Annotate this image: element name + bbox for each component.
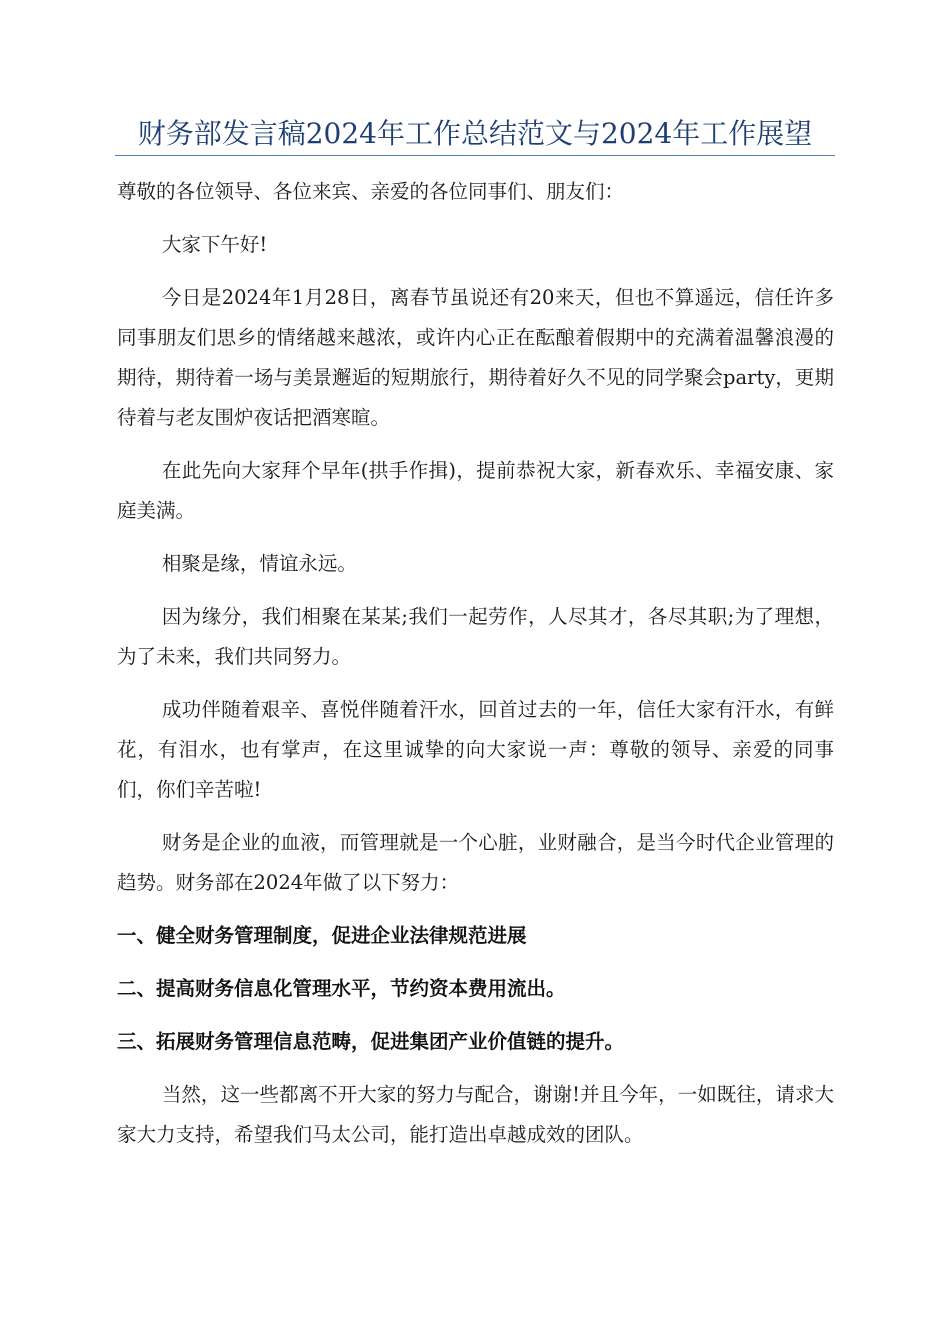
document-body — [117, 172, 834, 1155]
body-paragraph: 因为缘分，我们相聚在某某;我们一起劳作，人尽其才，各尽其职;为了理想，为了未来，我们共同努力。 — [117, 605, 834, 668]
body-paragraph: 财务是企业的血液，而管理就是一个心脏，业财融合，是当今时代企业管理的趋势。财务部在2024年做了以下努力： — [117, 831, 834, 894]
section-heading: 二、提高财务信息化管理水平，节约资本费用流出。 — [117, 977, 566, 1000]
closing-paragraph: 当然，这一些都离不开大家的努力与配合，谢谢!并且今年，一如既往，请求大家大力支持，希望我们马太公司，能打造出卓越成效的团队。 — [117, 1083, 834, 1146]
body-paragraph: 在此先向大家拜个早年(拱手作揖)，提前恭祝大家，新春欢乐、幸福安康、家庭美满。 — [117, 459, 834, 522]
section-heading: 一、健全财务管理制度，促进企业法律规范进展 — [117, 924, 527, 947]
greeting-paragraph: 尊敬的各位领导、各位来宾、亲爱的各位同事们、朋友们： — [117, 180, 625, 203]
body-paragraph: 相聚是缘，情谊永远。 — [161, 552, 357, 575]
section-heading: 三、拓展财务管理信息范畴，促进集团产业价值链的提升。 — [117, 1030, 625, 1053]
body-paragraph: 大家下午好! — [161, 233, 268, 256]
body-paragraph: 今日是2024年1月28日，离春节虽说还有20来天，但也不算遥远，信任许多同事朋友们思乡的情绪越来越浓，或许内心正在酝酿着假期中的充满着温馨浪漫的期待，期待着一场与美景邂逅的短期旅行，期待着好久不见的同学聚会party，更期待着与老友围炉夜话把酒寒暄。 — [117, 286, 834, 429]
body-paragraph: 成功伴随着艰辛、喜悦伴随着汗水，回首过去的一年，信任大家有汗水，有鲜花，有泪水，也有掌声，在这里诚挚的向大家说一声：尊敬的领导、亲爱的同事们，你们辛苦啦! — [117, 698, 834, 801]
document-title: 财务部发言稿2024年工作总结范文与2024年工作展望 — [137, 117, 813, 150]
title-underline — [115, 155, 835, 156]
